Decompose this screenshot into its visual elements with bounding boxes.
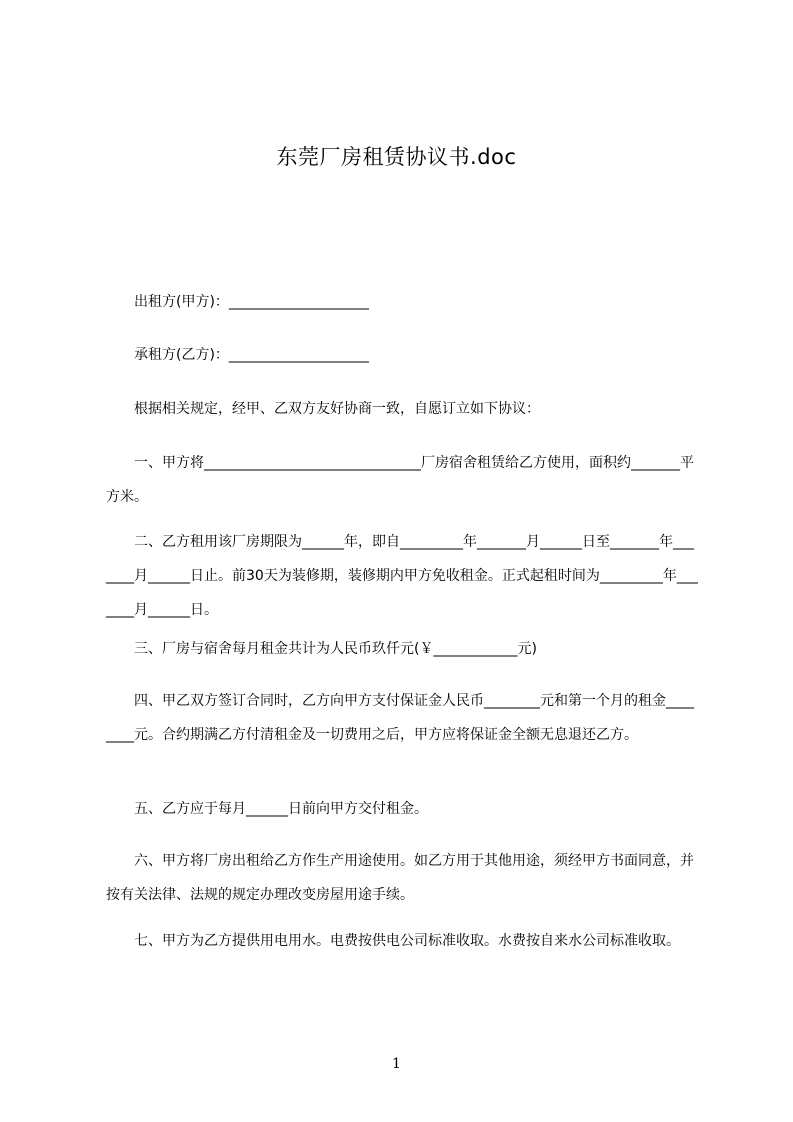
clause-1: 一、甲方将_______________________________厂房宿舍租赁给乙方使用，面积约_______平方米。 bbox=[106, 455, 694, 505]
lessee-field: 承租方(乙方)：____________________ bbox=[106, 347, 369, 363]
preamble: 根据相关规定，经甲、乙双方友好协商一致，自愿订立如下协议： bbox=[106, 401, 540, 417]
page-number: 1 bbox=[392, 1056, 401, 1072]
lessor-field: 出租方(甲方)：____________________ bbox=[106, 294, 369, 310]
clause-2: 二、乙方租用该厂房期限为______年，即自_________年_______月______日至_______年_______月______日止。前30天为装修期，装修期内甲方免收租金。正式起租时间为_________年_______月______日。 bbox=[106, 534, 698, 618]
document-title: 东莞厂房租赁协议书.doc bbox=[276, 145, 517, 169]
clause-3: 三、厂房与宿舍每月租金共计为人民币玖仟元(￥____________元) bbox=[106, 641, 537, 657]
clause-5: 五、乙方应于每月______日前向甲方交付租金。 bbox=[106, 801, 428, 817]
clause-6: 六、甲方将厂房出租给乙方作生产用途使用。如乙方用于其他用途，须经甲方书面同意，并按有关法律、法规的规定办理改变房屋用途手续。 bbox=[106, 853, 694, 903]
clause-4: 四、甲乙双方签订合同时，乙方向甲方支付保证金人民币________元和第一个月的租金________元。合约期满乙方付清租金及一切费用之后，甲方应将保证金全额无息退还乙方。 bbox=[106, 693, 694, 743]
clause-7: 七、甲方为乙方提供用电用水。电费按供电公司标准收取。水费按自来水公司标准收取。 bbox=[106, 933, 680, 949]
